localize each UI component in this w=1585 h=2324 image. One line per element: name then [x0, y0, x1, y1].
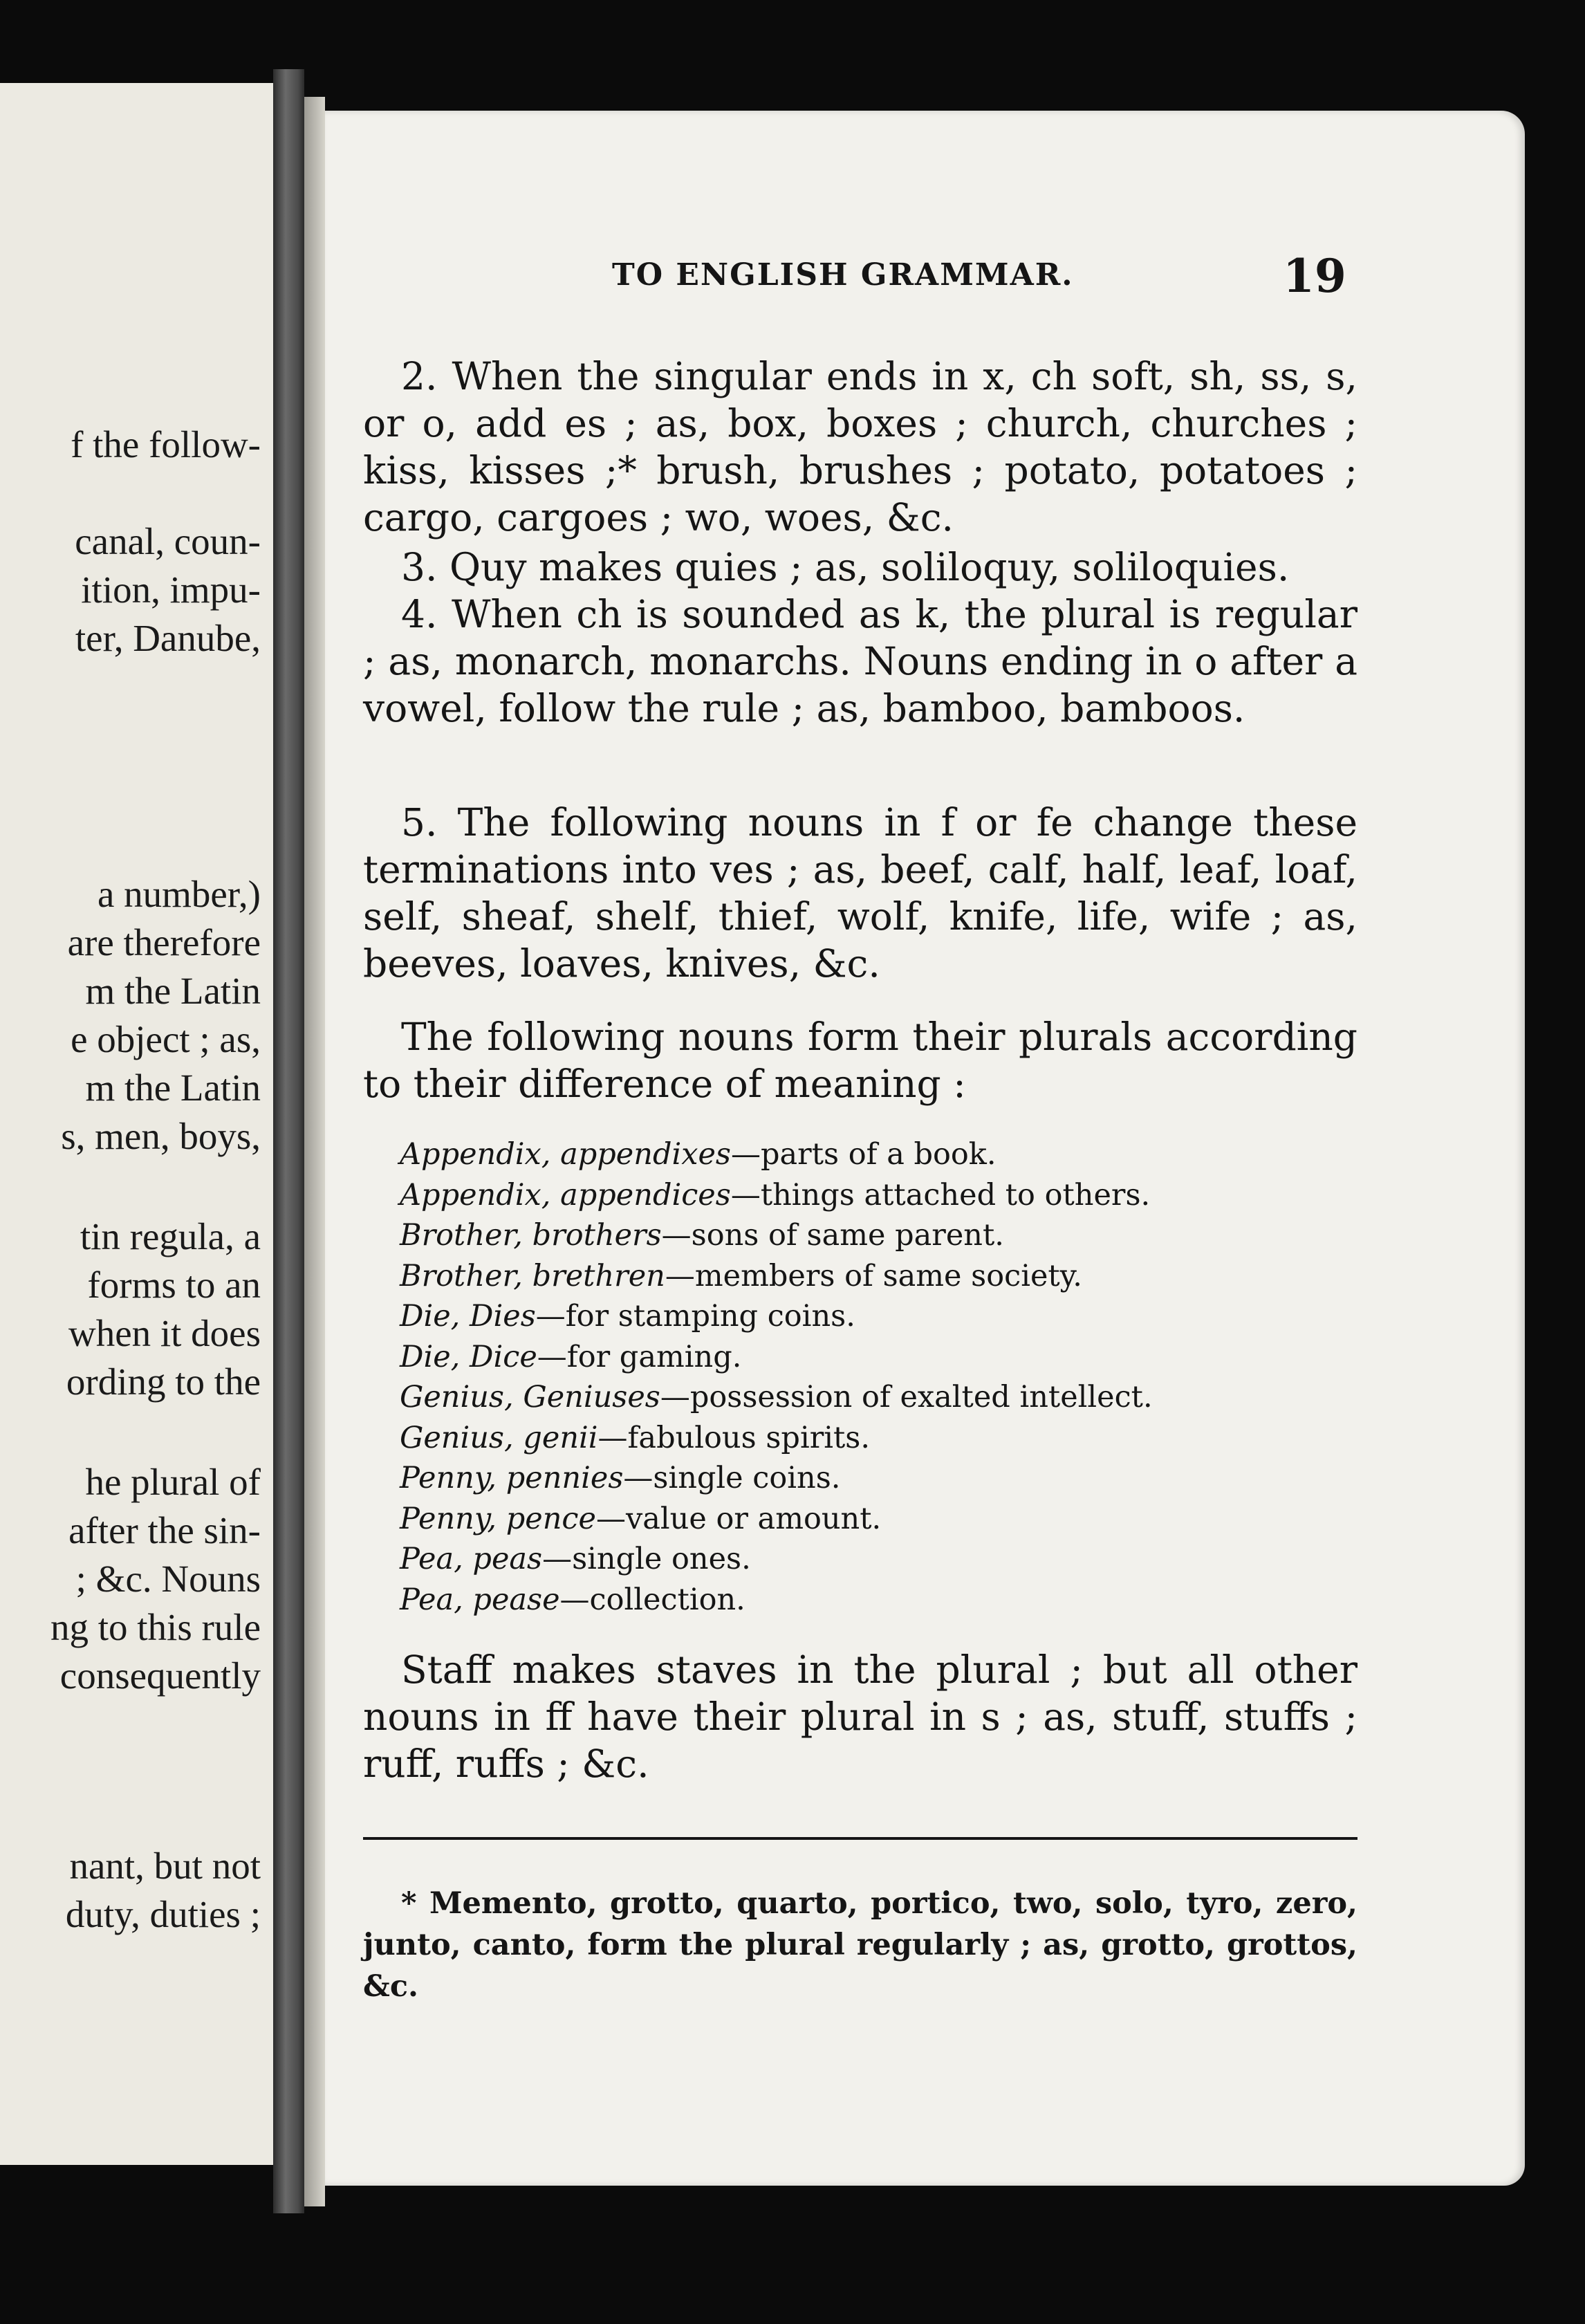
noun-pair: Penny, pennies: [400, 1461, 624, 1495]
left-line: nant, but not: [69, 1845, 261, 1887]
list-item: [400, 1175, 1368, 1216]
noun-meaning: —sons of same parent.: [661, 1218, 1004, 1253]
running-title: TO ENGLISH GRAMMAR.: [612, 257, 1074, 293]
noun-pair: Appendix, appendices: [400, 1177, 731, 1212]
noun-meaning: —possession of exalted intellect.: [660, 1380, 1153, 1414]
left-line: tin regula, a: [80, 1215, 261, 1257]
left-line: he plural of: [85, 1461, 261, 1503]
left-line: a number,): [97, 873, 261, 915]
left-line: forms to an: [87, 1264, 261, 1306]
list-item: [400, 1458, 1368, 1499]
rule-4-paragraph: 4. When ch is sounded as k, the plural is regular ; as, monarch, monarchs. Nouns ending in o after a vowel, follow the rule ; as, bamboo, bamboos.: [363, 592, 1357, 730]
left-page-fragment: [0, 83, 273, 2165]
page-gutter: [304, 97, 325, 2206]
left-line: ording to the: [66, 1361, 261, 1403]
noun-pair: Die, Dice: [400, 1339, 537, 1374]
noun-pair: Pea, pease: [400, 1582, 560, 1617]
rule-5-paragraph: 5. The following nouns in f or fe change these terminations into ves ; as, beef, calf, half, leaf, loaf, self, sheaf, shelf, thief, wolf, knife, life, wife ; as, beeves, loaves, knives, &c.: [363, 800, 1357, 986]
list-item: [400, 1418, 1368, 1459]
noun-pair: Penny, pence: [400, 1501, 596, 1536]
list-item: [400, 1215, 1368, 1256]
left-line: ter, Danube,: [75, 617, 261, 659]
book-spine: [273, 69, 304, 2213]
list-item: [400, 1296, 1368, 1337]
noun-meaning: —for gaming.: [537, 1339, 742, 1374]
left-line: m the Latin: [85, 1067, 261, 1109]
left-line: are therefore: [67, 921, 261, 963]
noun-meaning: —single ones.: [542, 1542, 751, 1576]
left-line: ng to this rule: [50, 1606, 261, 1648]
noun-meaning: —fabulous spirits.: [597, 1420, 871, 1455]
list-item: [400, 1337, 1368, 1378]
meaning-intro-paragraph: The following nouns form their plurals according to their difference of meaning :: [363, 1015, 1357, 1106]
left-line: f the follow-: [71, 423, 261, 465]
left-line: e object ; as,: [71, 1018, 261, 1060]
noun-meaning: —collection.: [559, 1582, 745, 1617]
left-line: consequently: [59, 1654, 261, 1697]
footnote: * Memento, grotto, quarto, portico, two, solo, tyro, zero, junto, canto, form the plural regularly ; as, grotto, grottos, &c.: [363, 1886, 1357, 2004]
left-line: canal, coun-: [75, 520, 261, 562]
rule-2-paragraph: 2. When the singular ends in x, ch soft, sh, ss, s, or o, add es ; as, box, boxes ; church, churches ; kiss, kisses ;* brush, brushes ; potato, potatoes ; cargo, cargoes ; wo, woes, &c.: [363, 354, 1357, 540]
noun-pair: Appendix, appendixes: [400, 1137, 731, 1172]
rule-3-paragraph: 3. Quy makes quies ; as, soliloquy, soliloquies.: [401, 545, 1290, 589]
book-page: [325, 111, 1525, 2186]
left-line: s, men, boys,: [61, 1115, 261, 1157]
left-line: m the Latin: [85, 970, 261, 1012]
staff-paragraph: Staff makes staves in the plural ; but all other nouns in ff have their plural in s ; as, stuff, stuffs ; ruff, ruffs ; &c.: [363, 1648, 1357, 1786]
left-line: when it does: [68, 1312, 261, 1354]
list-item: [400, 1539, 1368, 1580]
list-item: [400, 1377, 1368, 1418]
noun-pair: Genius, Geniuses: [400, 1380, 660, 1414]
left-line: duty, duties ;: [65, 1893, 261, 1935]
footnote-divider: [363, 1837, 1357, 1840]
noun-meaning: —value or amount.: [595, 1501, 882, 1536]
noun-pair: Die, Dies: [400, 1299, 536, 1334]
left-line: after the sin-: [68, 1509, 261, 1551]
plural-meaning-list: [400, 1134, 1368, 1620]
noun-pair: Genius, genii: [400, 1420, 598, 1455]
page-number: 19: [1283, 249, 1346, 303]
list-item: [400, 1134, 1368, 1175]
noun-meaning: —single coins.: [623, 1461, 841, 1495]
noun-pair: Brother, brethren: [400, 1258, 665, 1293]
noun-meaning: —members of same society.: [665, 1258, 1082, 1293]
left-line: ition, impu-: [81, 569, 261, 611]
list-item: [400, 1499, 1368, 1540]
noun-meaning: —things attached to others.: [730, 1177, 1151, 1212]
noun-pair: Pea, peas: [400, 1542, 543, 1576]
noun-meaning: —parts of a book.: [730, 1137, 997, 1172]
list-item: [400, 1256, 1368, 1297]
noun-meaning: —for stamping coins.: [535, 1299, 855, 1334]
list-item: [400, 1580, 1368, 1621]
left-line: ; &c. Nouns: [75, 1558, 261, 1600]
noun-pair: Brother, brothers: [400, 1218, 662, 1253]
